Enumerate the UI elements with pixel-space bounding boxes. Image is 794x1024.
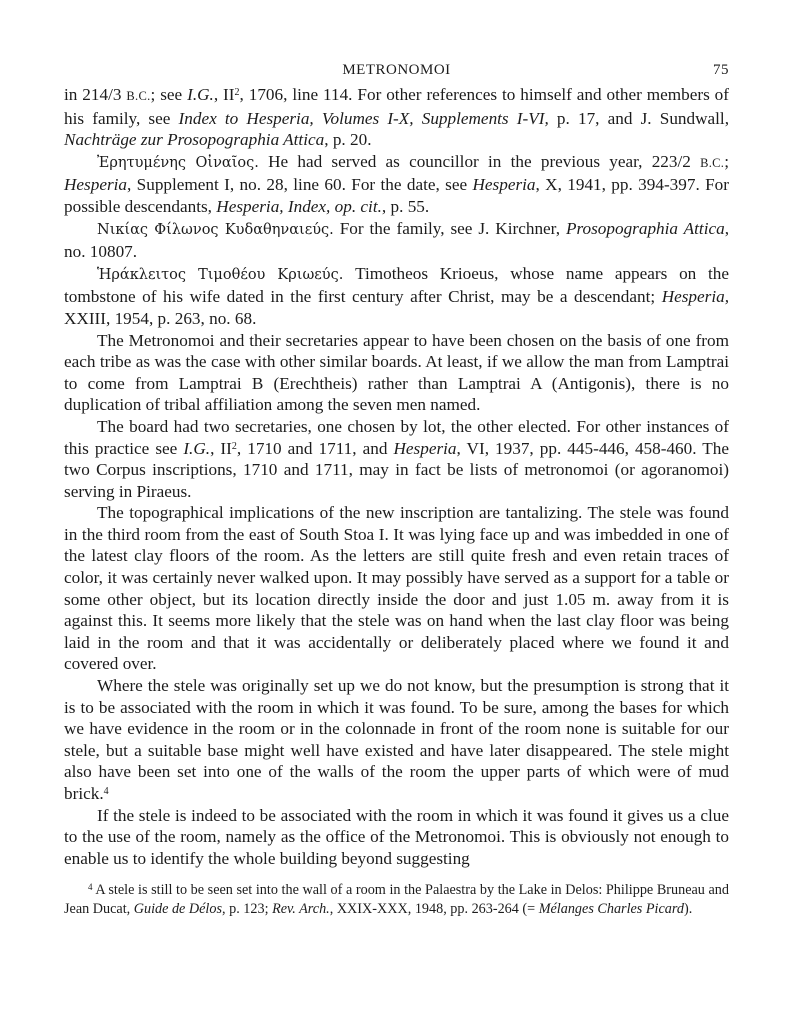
paragraph-6: The board had two secretaries, one chosen by lot, the other elected. For other instances of this practice see I.G., $II^2$, 1710 and 1711, and Hesperia, VI, 1937, pp. 445-446, 458-460. The two Corpus inscriptions, 1710 and 1711, may in fact be lists of metronomoi (or agoranomoi) serving in Piraeus. xyxy=(64,416,729,501)
paragraph-3: Νικίας Φίλωνος Κυδαθηναιεύς. For the family, see J. Kirchner, Prosopographia Attica, no. 10807. xyxy=(64,218,729,262)
running-title: METRONOMOI xyxy=(342,62,451,78)
greek-name: Ἡράκλειτος Τιμοθέου Κριωεύς. xyxy=(97,266,344,283)
footnote-text: $^4$ A stele is still to be seen set into the wall of a room in the Palaestra by the Lake in Delos: Philippe Bruneau and Jean Ducat, Guide de Délos, p. 123; Rev. Arch., XXIX-XXX, 1948, pp. 263-264 (= Mélanges Charles Picard). xyxy=(64,882,729,918)
paragraph-4: Ἡράκλειτος Τιμοθέου Κριωεύς. Timotheos Krioeus, whose name appears on the tombstone of his wife dated in the first century after Christ, may be a descendant; Hesperia, XXIII, 1954, p. 263, no. 68. xyxy=(64,263,729,328)
paragraph-7: The topographical implications of the new inscription are tantalizing. The stele was found in the third room from the east of South Stoa I. It was lying face up and was imbedded in one of the latest clay floors of the room. As the letters are still quite fresh and even retain traces of color, it was certainly never walked upon. It may possibly have served as a support for a table or some other object, but its location directly inside the door and just 1.05 m. away from it is against this. It seems more likely that the stele was on hand when the last clay floor was being laid in the room and that it was accidentally or deliberately placed where we found it and covered over. xyxy=(64,503,729,674)
greek-name: Νικίας Φίλωνος Κυδαθηναιεύς. xyxy=(97,221,334,238)
footnote-number: 4 xyxy=(88,882,93,893)
greek-name: Ἐρητυμένης Οἰναῖος. xyxy=(97,154,259,171)
running-header xyxy=(64,58,729,84)
paragraph-5: The Metronomoi and their secretaries appear to have been chosen on the basis of one from each tribe as was the case with other similar boards. At least, if we allow the man from Lamptrai to come from Lamptrai B (Erechtheis) rather than Lamptrai A (Antigonis), there is no duplication of tribal affiliation among the seven men named. xyxy=(64,330,729,415)
page-number: 75 xyxy=(713,62,729,78)
page xyxy=(64,58,729,919)
footnote-ref: 4 xyxy=(103,786,109,797)
paragraph-2: Ἐρητυμένης Οἰναῖος. He had served as councillor in the previous year, 223/2 B.C.; Hesperia, Supplement I, no. 28, line 60. For the date, see Hesperia, X, 1941, pp. 394-397. For possible descendants, Hesperia, Index, op. cit., p. 55. xyxy=(64,151,729,216)
footnote xyxy=(64,881,729,919)
body-text xyxy=(64,84,729,869)
paragraph-8: Where the stele was originally set up we do not know, but the presumption is strong that it is to be associated with the room in which it was found. To be sure, among the bases for which we have evidence in the room or in the colonnade in front of the room none is suitable for our stele, but a suitable base might well have existed and have later disappeared. The stele might also have been set into one of the walls of the room the upper parts of which were of mud brick.$^4$ xyxy=(64,676,729,803)
paragraph-1: in 214/3 B.C.; see I.G., $II^2$, 1706, line 114. For other references to himself and other members of his family, see Index to Hesperia, Volumes I-X, Supplements I-VI, p. 17, and J. Sundwall, Nachträge zur Prosopographia Attica, p. 20. xyxy=(64,85,729,150)
paragraph-9: If the stele is indeed to be associated with the room in which it was found it gives us a clue to the use of the room, namely as the office of the Metronomoi. This is obviously not enough to enable us to identify the whole building beyond suggesting xyxy=(64,805,729,868)
